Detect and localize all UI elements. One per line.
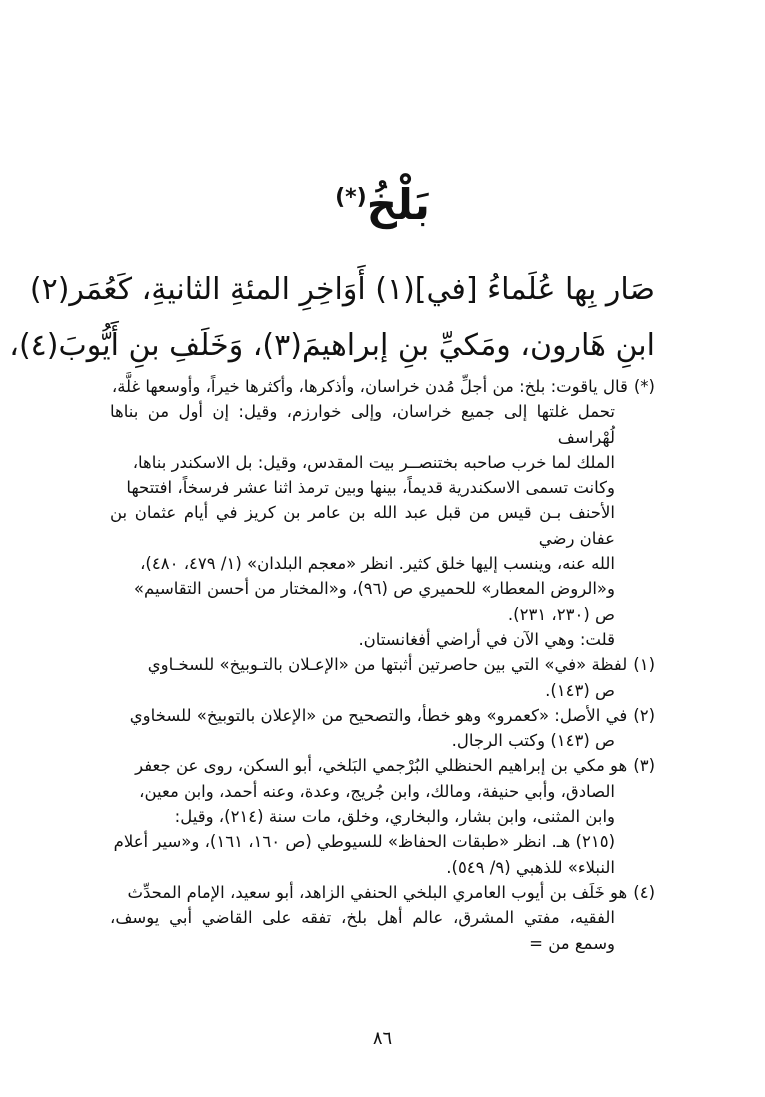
footnote-note <box>110 627 655 652</box>
footnote-line: قلت: وهي الآن في أراضي أفغانستان. <box>358 629 615 649</box>
footnote-label: (*) <box>633 377 655 396</box>
main-text-line-2: ابنِ هَارون، ومَكيِّ بنِ إبراهيمَ(٣)، وَخَلَفِ بنِ أَيُّوبَ(٤)، <box>9 328 655 363</box>
footnote-line: النبلاء» للذهبي (٩/ ٥٤٩). <box>446 857 615 877</box>
footnote-line: و«الروض المعطار» للحميري ص (٩٦)، و«المختار من أحسن التقاسيم» <box>133 579 615 599</box>
footnote-label: (١) <box>633 655 655 675</box>
chapter-title-text: بَلْخُ <box>366 180 430 229</box>
footnote-line: الملك لما خرب صاحبه بختنصــر بيت المقدس، وقيل: بل الاسكندر بناها، <box>132 452 615 472</box>
footnote-line: هو مكي بن إبراهيم الحنظلي البُرْجمي البَلخي، أبو السكن، روى عن جعفر <box>135 756 628 776</box>
main-text-line-1: صَار بِها عُلَماءُ [في](١) أَوَاخِرِ المئةِ الثانيةِ، كَعُمَر(٢) <box>29 272 655 307</box>
footnotes <box>110 374 655 956</box>
footnote-1-cont <box>110 678 655 703</box>
footnote-line: قال ياقوت: بلخ: من أجلِّ مُدن خراسان، وأذكرها، وأكثرها خيراً، وأوسعها غلَّة، <box>111 377 628 396</box>
footnote-4-cont <box>110 905 655 956</box>
footnote-4 <box>110 880 655 905</box>
footnote-line: ص (٢٣٠، ٢٣١). <box>507 604 615 624</box>
footnote-line: ص (١٤٣) وكتب الرجال. <box>451 731 615 751</box>
footnote-line: تحمل غلتها إلى جميع خراسان، وإلى خوارزم، وقيل: إن أول من بناها لُهْراسف <box>110 402 615 447</box>
footnote-label: (٤) <box>633 882 655 902</box>
footnote-line: وابن المثنى، وابن بشار، والبخاري، وخلق، مات سنة (٢١٤)، وقيل: <box>174 807 615 827</box>
chapter-title <box>0 168 765 235</box>
footnote-line: الفقيه، مفتي المشرق، عالم أهل بلخ، تفقه على القاضي أبي يوسف، وسمع من = <box>110 908 615 953</box>
footnote-label: (٣) <box>633 756 655 776</box>
footnote-line: الصادق، وأبي حنيفة، ومالك، وابن جُريج، وعدة، وعنه أحمد، وابن معين، <box>139 781 615 801</box>
footnote-star <box>110 374 655 399</box>
footnote-line: (٢١٥) هـ. انظر «طبقات الحفاظ» للسيوطي (ص ١٦٠، ١٦١)، و«سير أعلام <box>113 832 615 852</box>
footnote-3-cont <box>110 779 655 880</box>
page-number: ٨٦ <box>372 1028 393 1049</box>
footnote-1 <box>110 652 655 677</box>
main-text <box>9 262 655 374</box>
title-footnote-mark: (*) <box>335 185 367 210</box>
footnote-star-cont <box>110 399 655 627</box>
footnote-label: (٢) <box>633 705 655 725</box>
footnote-2-cont <box>110 728 655 753</box>
footnote-line: في الأصل: «كعمرو» وهو خطأ، والتصحيح من «الإعلان بالتوبيخ» للسخاوي <box>129 705 628 725</box>
footnote-line: ص (١٤٣). <box>545 680 615 700</box>
footnote-line: وكانت تسمى الاسكندرية قديماً، بينها وبين ترمذ اثنا عشر فرسخاً، افتتحها <box>126 478 615 498</box>
footnote-line: لفظة «في» التي بين حاصرتين أثبتها من «الإعـلان بالتـوبيخ» للسخـاوي <box>147 655 628 675</box>
footnote-line: هو خَلَف بن أيوب العامري البلخي الحنفي الزاهد، أبو سعيد، الإمام المحدِّث <box>127 882 628 902</box>
footnote-3 <box>110 753 655 778</box>
footnote-line: الأحنف بـن قيس من قبل عبد الله بن عامر بن كريز في أيام عثمان بن عفان رضي <box>110 503 615 548</box>
footnote-line: الله عنه، وينسب إليها خلق كثير. انظر «معجم البلدان» (١/ ٤٧٩، ٤٨٠)، <box>140 554 615 574</box>
footnote-2 <box>110 703 655 728</box>
